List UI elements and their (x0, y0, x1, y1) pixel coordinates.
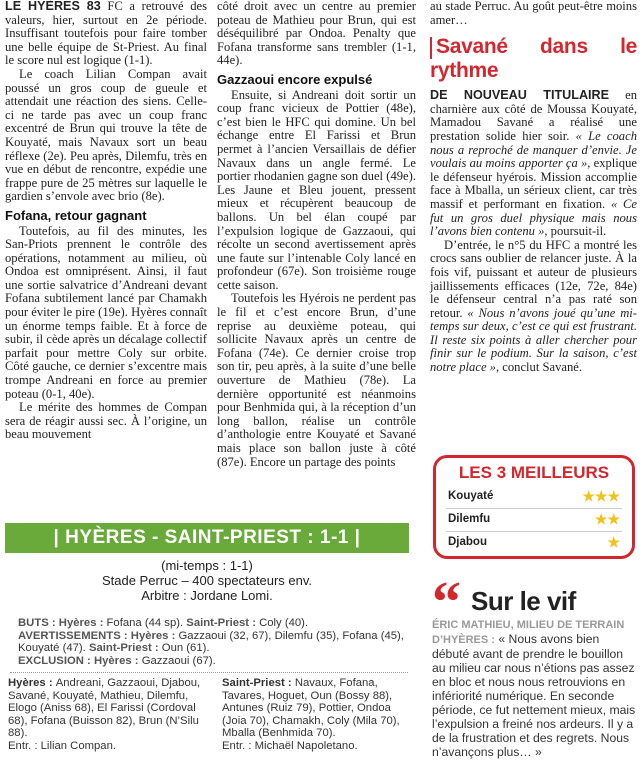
sur-le-vif-text (432, 617, 637, 759)
star-rating-icon: ★★★ (582, 488, 620, 504)
article-column-1 (5, 0, 207, 442)
paragraph: Ensuite, si Andreani doit sortir un coup franc vicieux de Pottier (48e), c’est bien le HFC qui domine. Un bel échange entre El Farissi et Brun permet à l’ancien Versaillais de défier Navaux dans un angle fermé. Le portier rhodanien gagne son duel (49e). Les Jaune et Bleu jouent, pressent mieux et récupèrent beaucoup de ballons. Un bel élan coupé par l’expulsion logique de Gazzaoui, qui récolte un second avertissement après une faute sur l’intenable Coly lancé en profondeur (67e). Son troisième rouge cette saison. (217, 87, 416, 292)
paragraph: Le mérite des hommes de Compan sera de réagir aussi sec. À l’origine, un beau mouvement (5, 400, 207, 442)
paragraph: côté droit avec un centre au premier poteau de Mathieu pour Brun, qui est déséquilibré par Ondoa. Penalty que Fofana transforme sans trembler (1-1, 44e). (217, 0, 416, 68)
label: EXCLUSION : (18, 654, 94, 667)
coach: Entr. : Michaël Napoletano. (222, 739, 358, 752)
text: D’entrée, le n°5 du HFC a montré les crocs sans oublier de relancer juste. À la fois vif, puissant et auteur de plusieurs jaillissements efficaces (12e, 72e, 84e) le défenseur central n’a pas raté son retour. (430, 237, 637, 320)
subheading-fofana: Fofana, retour gagnant (5, 207, 147, 223)
label: Hyères : (58, 617, 107, 629)
divider (10, 672, 408, 673)
lineup-text (222, 677, 412, 740)
title-bar (430, 37, 432, 59)
text: , conclut Savané. (495, 360, 583, 375)
quote: « Nous n’avons joué qu’une mi-temps sur deux, c’est ce qui est frustrant. Il reste six points à aller chercher pour finir sur le podium. Sur la saison, c’est notre place » (430, 305, 638, 375)
text: , poursuit-il. (544, 224, 607, 239)
players: Navaux, Fofana, Tavares, Hoguet, Oun (Bossy 88), Antunes (Ruiz 79), Pottier, Ondoa (Joia 70), Chamakh, Coly (Mila 70), Mballa (Benhmida 70). (222, 677, 400, 740)
divider (446, 508, 622, 509)
subheading-gazzaoui: Gazzaoui encore expulsé (217, 71, 373, 87)
label: AVERTISSEMENTS : (18, 629, 131, 642)
score-banner: | HYÈRES - SAINT-PRIEST : 1-1 | (5, 523, 409, 553)
exclusion-line (18, 655, 406, 668)
lineup-text (8, 677, 208, 740)
best-players-title: LES 3 MEILLEURS (458, 463, 610, 482)
quote-text: « Nous avons bien débuté avant de prendre le bouillon au milieu car nous n’étions pas assez en bloc et nous nous retrouvions en infériorité numérique. En seconde période, ce fut nettement mieux, mais l’expulsion a freiné nos ardeurs. Il y a de la frustration et des regrets. Nous n’avançons plus… » (432, 632, 636, 759)
paragraph (430, 239, 637, 375)
lineup-hyeres (8, 677, 208, 753)
paragraph: Le coach Lilian Compan avait poussé un gros coup de gueule et attendait une réaction des siens. Celle-ci ne tarde pas avec un coup franc excentré de Brun qui trouve la tête de Kouyaté, mais Navaux sort un beau réflexe (2e). Peu après, Dilemfu, très en vue en début de rencontre, expédie une frappe pure de 25 mètres sur laquelle le gardien s’envole avec brio (8e). (5, 66, 207, 204)
player-name: Dilemfu (448, 513, 491, 525)
label: Hyères : (130, 629, 179, 642)
paragraph: Toutefois les Hyérois ne perdent pas le fil et c’est encore Brun, d’une reprise au deuxième poteau, qui sollicite Navaux après un centre de Fofana (74e). Ce dernier croise trop son tir, peu après, à la suite d’une belle ouverture de Mathieu (78e). La dernière opportunité est néanmoins pour Benhmida qui, à la réception d’un long ballon, réalise un contrôle d’anthologie entre Kouyaté et Savané mais place son ballon juste à côté (87e). Encore un partage des points (217, 291, 416, 469)
best-player-row (448, 513, 620, 525)
text: , explique le défenseur hyérois. Mission accomplie face à Mballa, un sérieux client, car très massif et performant en fixation. (430, 156, 637, 211)
referee-info: Arbitre : Jordane Lomi. (141, 588, 273, 603)
quote-mark-icon: “ (432, 569, 461, 634)
value: Oun (61). (161, 642, 210, 655)
star-rating-icon: ★★ (594, 511, 620, 527)
speaker: ÉRIC MATHIEU, MILIEU DE TERRAIN D’HYÈRES : (432, 619, 625, 646)
text: en charnière aux côté de Moussa Kouyaté, Mamadou Savané a réalisé une prestation solide hier soir. (430, 88, 637, 143)
best-player-row (448, 536, 620, 548)
warnings-line (18, 630, 406, 655)
label: Saint-Priest : (88, 642, 162, 655)
paragraph: au stade Perruc. Au goût peut-être moins amer… (430, 0, 637, 27)
value: Gazzaoui (32, 67), Dilemfu (35), Fofana (45), Kouyaté (47). (18, 629, 404, 655)
sur-le-vif-title: Sur le vif (471, 586, 576, 616)
lineup-saint-priest (222, 677, 412, 753)
stadium-info: Stade Perruc – 400 spectateurs env. (101, 573, 313, 588)
coach: Entr. : Lilian Compan. (8, 739, 117, 752)
lead-paragraph (5, 0, 207, 68)
team-label: Hyères : (8, 677, 56, 689)
label: Hyères : (93, 654, 142, 667)
players: Andreani, Gazzaoui, Djabou, Savané, Kouyaté, Mathieu, Dilemfu, Elogo (Aniss 68), El Farissi (Cordoval 68), Fofana (Buisson 82), Brun (N’Silu 88). (8, 677, 201, 740)
player-name: Kouyaté (448, 490, 494, 502)
match-facts (18, 617, 406, 667)
team-label: Saint-Priest : (222, 677, 295, 689)
star-rating-icon: ★ (607, 534, 620, 550)
best-player-row (448, 490, 620, 502)
value: Fofana (44 sp). (106, 617, 187, 629)
sidebar-title-savane (430, 35, 637, 83)
article-column-3 (430, 0, 637, 375)
best-players-box (433, 455, 635, 559)
quote: « Ce fut un gros duel physique mais nous l’avons bien contenu » (430, 196, 637, 239)
match-info (5, 558, 409, 603)
label: BUTS : (18, 617, 59, 629)
player-name: Djabou (448, 536, 487, 548)
goals-line (18, 617, 406, 630)
divider (446, 531, 622, 532)
paragraph (430, 89, 637, 239)
label: Saint-Priest : (186, 617, 260, 629)
value: Coly (40). (259, 617, 309, 629)
sidebar-title-text: Savané dans le rythme (430, 35, 637, 83)
article-column-2 (217, 0, 416, 469)
halftime-score: (mi-temps : 1-1) (161, 558, 253, 573)
lead-text: FC a retrouvé des valeurs, hier, surtout en 2e période. Insuffisant toutefois pour faire tomber une belle équipe de St-Priest. Au final le score nul est logique (1-1). (5, 0, 207, 68)
paragraph: Toutefois, au fil des minutes, les San-Priots prennent le contrôle des opérations, notamment au milieu, où Ondoa est omniprésent. Ainsi, il faut une sortie salvatrice d’Andreani devant Fofana subtilement lancé par Chamakh pour éviter le pire (19e). Hyères connaît un énorme temps faible. Et à force de subir, il cède après un décalage collectif parfait pour mettre Coly sur orbite. Côté gauche, ce dernier s’excentre mais trompe Andreani en force au premier poteau (0-1, 40e). (5, 223, 207, 401)
caps-lead: DE NOUVEAU TITULAIRE (430, 88, 610, 103)
value: Gazzaoui (67). (141, 654, 216, 667)
lead-kicker: LE HYÈRES 83 (5, 0, 101, 13)
quote: « Le coach nous a reproché de manquer d’envie. Je voulais au moins apporter ça » (430, 128, 637, 171)
